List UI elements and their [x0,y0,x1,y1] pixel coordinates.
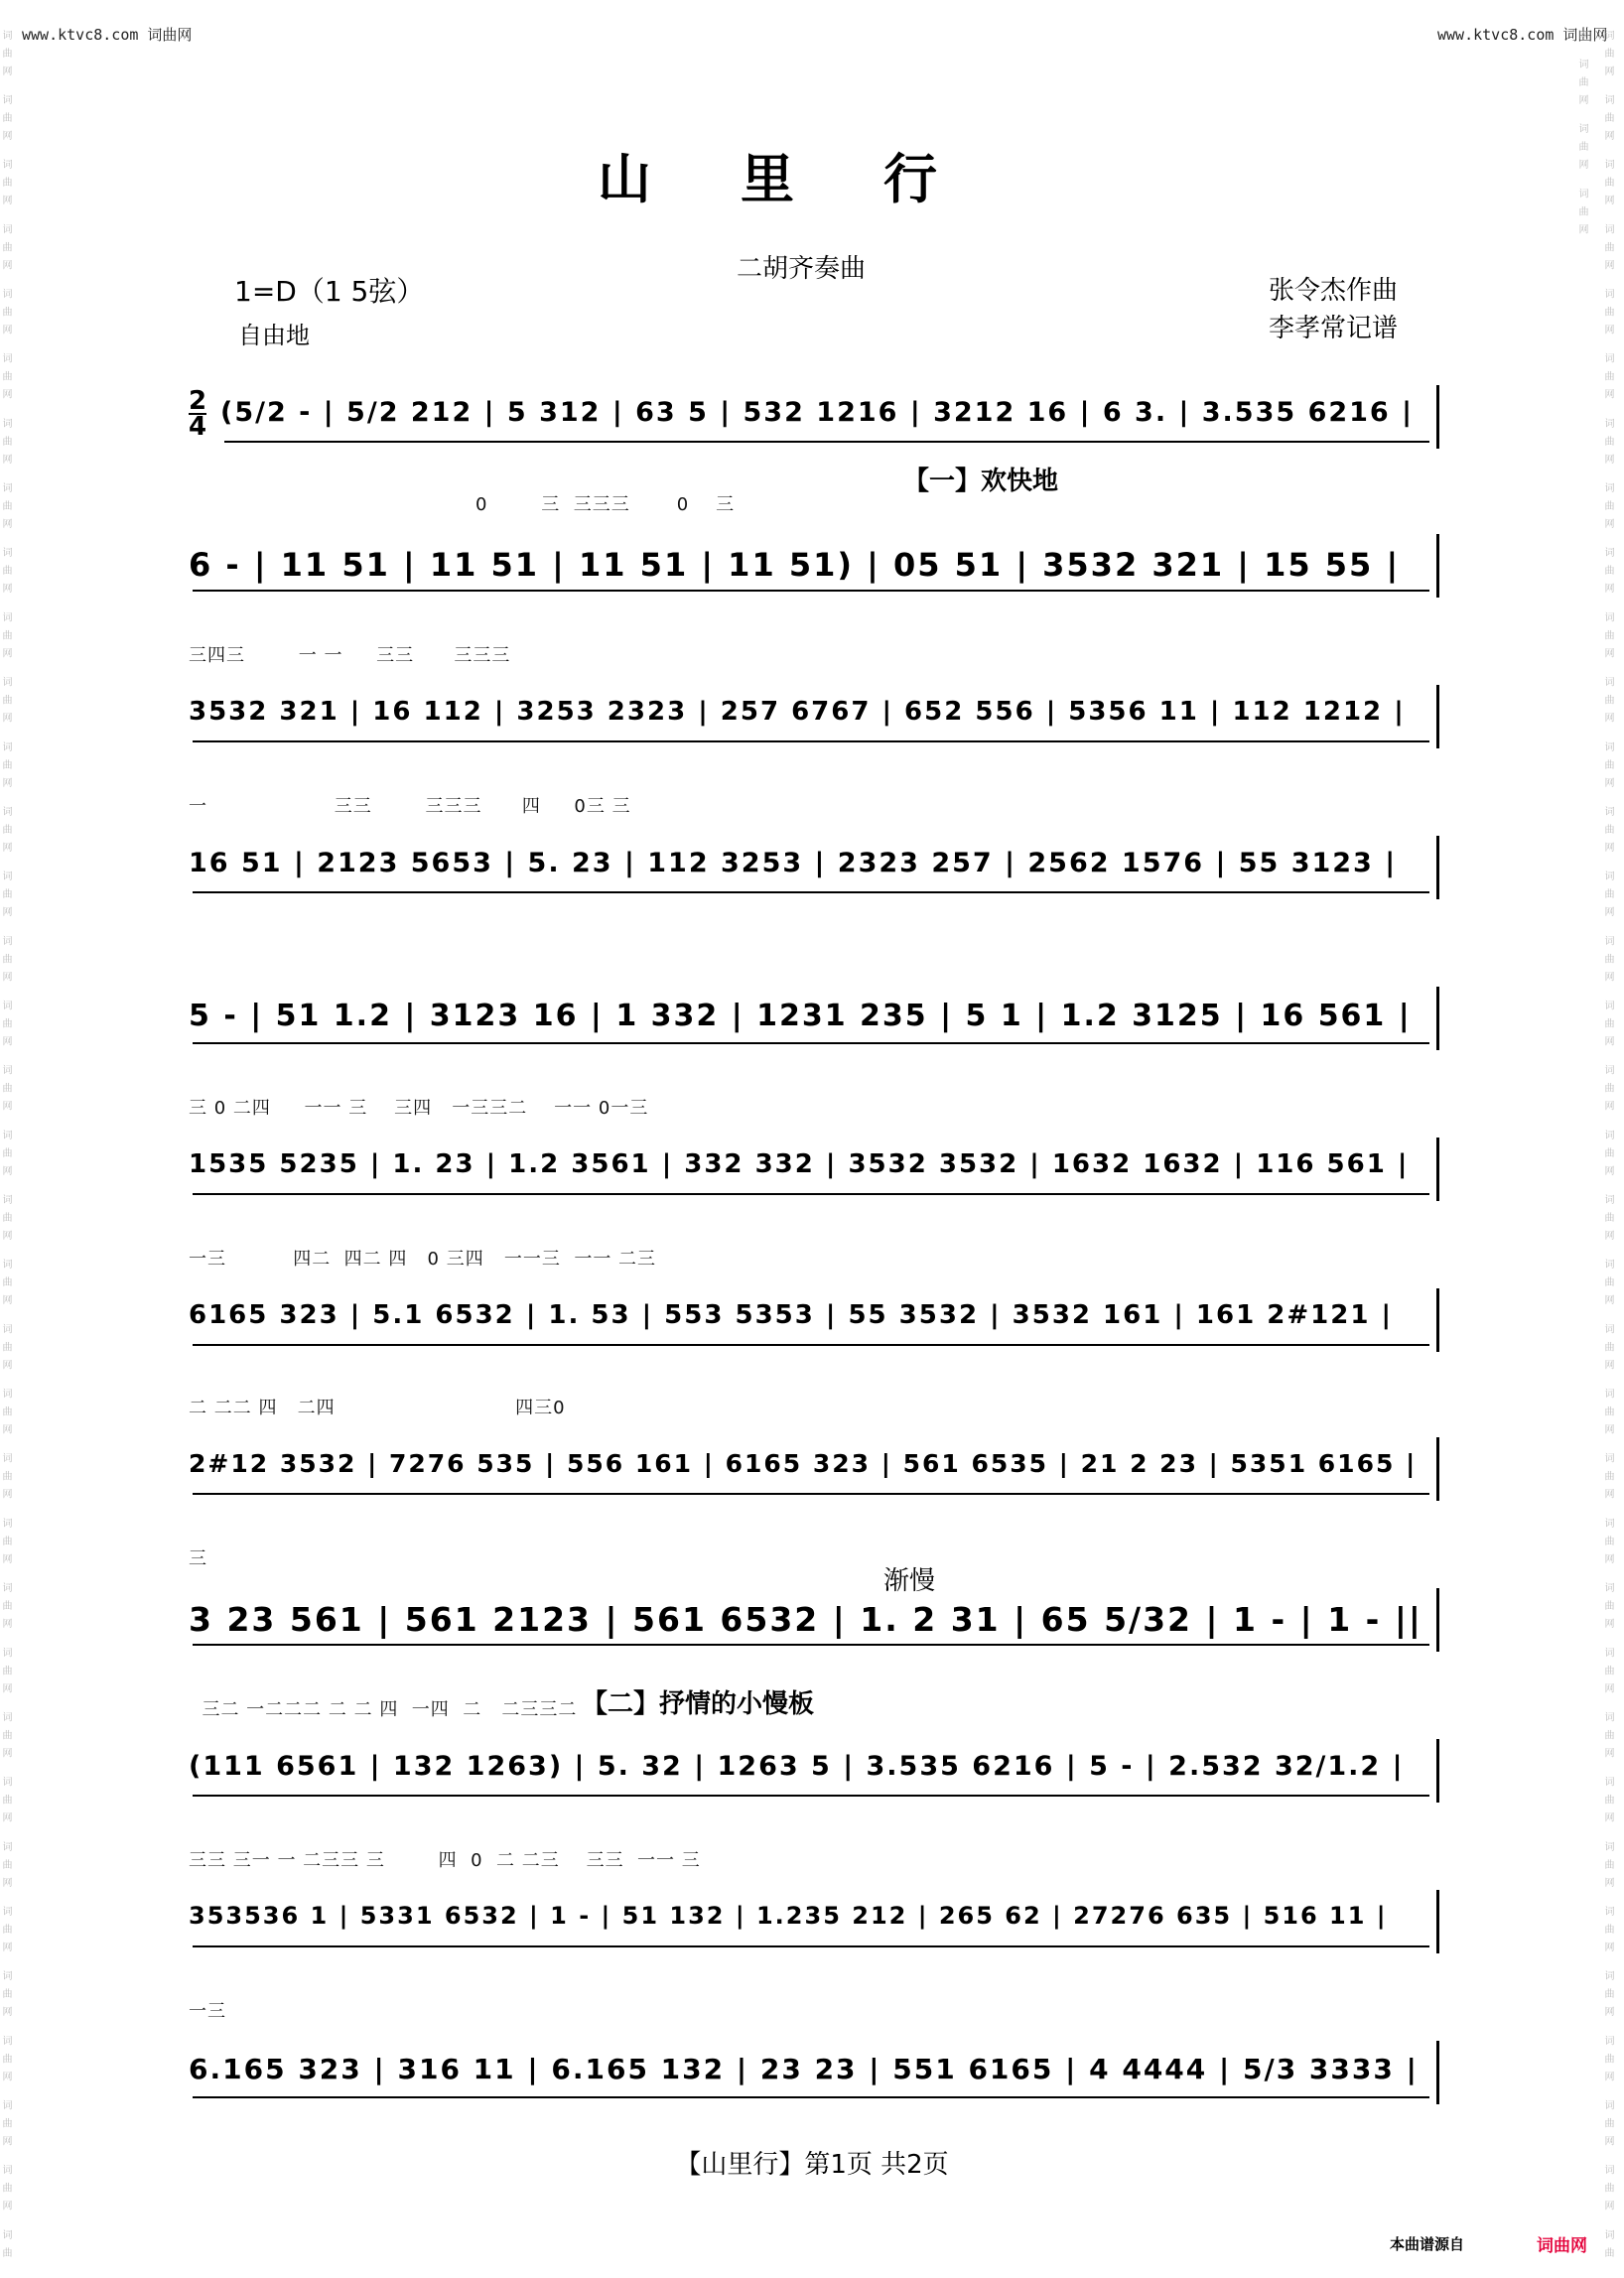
score-row [189,2001,1439,2104]
beam-line [193,1344,1429,1346]
site-watermark-left: www.ktvc8.com 词曲网 [22,26,193,44]
beam-line [193,1795,1429,1797]
site-logo: 词曲网 [1537,2236,1587,2256]
bar-line [1436,836,1439,899]
credits [1269,272,1398,347]
note-line: (111 6561 | 132 1263) | 5. 32 | 1263 5 | 3.535 6216 | 5 - | 2.532 32/1.2 | [189,1751,1405,1782]
bar-line [1436,2041,1439,2104]
bar-line [1436,1739,1439,1803]
page-footer: 【山里行】第1页 共2页 [675,2150,949,2180]
fingering-marks: 三四三 一 一 三三 三三三 [189,645,511,666]
site-watermark-right: www.ktvc8.com 词曲网 [1437,26,1608,44]
score-row [189,1850,1439,1953]
side-watermark-left: 词曲网 词曲网 词曲网 词曲网 词曲网 词曲网 词曲网 词曲网 词曲网 词曲网 词曲网 词曲网 词曲网 词曲网 词曲网 词曲网 词曲网 词曲网 词曲网 词曲网 词曲网 词曲网 词曲网 词曲网 词曲网 词曲网 词曲网 词曲网 词曲网 词曲网 词曲网 词曲网 词曲网 词曲网 词曲 [0,30,11,2266]
fingering-marks: 0 三 三三三 0 三 [189,494,736,515]
note-line: 3 23 561 | 561 2123 | 561 6532 | 1. 2 31 | 65 5/32 | 1 - | 1 - || [189,1600,1422,1639]
note-line: 5 - | 51 1.2 | 3123 16 | 1 332 | 1231 235 | 5 1 | 1.2 3125 | 16 561 | [189,999,1412,1033]
bar-line [1436,1288,1439,1352]
note-line: 353536 1 | 5331 6532 | 1 - | 51 132 | 1.235 212 | 265 62 | 27276 635 | 516 11 | [189,1902,1388,1930]
note-line: 1535 5235 | 1. 23 | 1.2 3561 | 332 332 | 3532 3532 | 1632 1632 | 116 561 | [189,1149,1410,1179]
bar-line [1436,987,1439,1050]
beam-line [193,891,1429,893]
beam-line [193,1042,1429,1044]
fingering-marks: 二 二二 四 二四 四三0 [189,1398,566,1418]
score-row [189,1098,1439,1201]
note-line: 16 51 | 2123 5653 | 5. 23 | 112 3253 | 2323 257 | 2562 1576 | 55 3123 | [189,848,1398,878]
key-signature: 1=D（1 5弦） [234,275,425,308]
time-signature [189,386,207,442]
bar-line [1436,1437,1439,1501]
note-line: 2#12 3532 | 7276 535 | 556 161 | 6165 323 | 561 6535 | 21 2 23 | 5351 6165 | [189,1449,1418,1478]
score-row [189,1398,1439,1501]
arranger: 李孝常记谱 [1269,314,1399,343]
beam-line [193,1644,1429,1646]
bar-line [1436,1138,1439,1201]
bar-line [1436,534,1439,598]
beam-line [193,1193,1429,1195]
score-row [189,1249,1439,1352]
bar-line [1436,1890,1439,1953]
score-row [189,987,1439,1050]
beam-line [193,1493,1429,1495]
beam-line [193,740,1429,742]
bar-line [1436,1588,1439,1652]
note-line: (5/2 - | 5/2 212 | 5 312 | 63 5 | 532 1216 | 3212 16 | 6 3. | 3.535 6216 | [220,397,1414,428]
meter-top: 2 [189,386,207,416]
note-line: 6.165 323 | 316 11 | 6.165 132 | 23 23 | 551 6165 | 4 4444 | 5/3 3333 | [189,2053,1419,2085]
meter-bottom: 4 [189,412,207,442]
beam-line [193,2096,1429,2098]
fingering-marks: 三三 三一 一 二三三 三 四 0 二 二三 三三 一一 三 [189,1850,701,1871]
fingering-marks: 三 0 二四 一一 三 三四 一三三二 一一 0一三 [189,1098,649,1119]
beam-line [193,1945,1429,1947]
fingering-marks: 一三 [189,2001,226,2022]
fingering-marks: 三 [189,1548,207,1569]
source-label: 本曲谱源自 [1390,2235,1465,2253]
beam-line [224,441,1429,443]
bar-line [1436,685,1439,748]
score-row [220,385,1439,449]
section-label-1: 【一】欢快地 [903,467,1059,496]
fingering-marks: 三二 一二二二 二 二 四 一四 二 二三三二 [189,1699,578,1720]
side-watermark-right: 词曲网 词曲网 词曲网 词曲网 词曲网 词曲网 词曲网 词曲网 词曲网 词曲网 词曲网 词曲网 词曲网 词曲网 词曲网 词曲网 词曲网 词曲网 词曲网 词曲网 词曲网 词曲网 词曲网 词曲网 词曲网 词曲网 词曲网 词曲网 词曲网 词曲网 词曲网 词曲网 词曲网 词曲网 词曲网 词曲网 词曲网 词曲网 [1576,30,1613,2266]
subtitle: 二胡齐奏曲 [737,254,867,284]
beam-line [193,590,1429,592]
score-row [189,645,1439,748]
fingering-marks: 一三 四二 四二 四 0 三四 一一三 一一 二三 [189,1249,657,1270]
composer: 张令杰作曲 [1269,276,1399,306]
note-line: 6 - | 11 51 | 11 51 | 11 51 | 11 51) | 05 51 | 3532 321 | 15 55 | [189,546,1401,584]
score-row [189,494,1439,598]
fingering-marks: 一 三三 三三三 四 0三 三 [189,796,631,817]
note-line: 6165 323 | 5.1 6532 | 1. 53 | 553 5353 | 55 3532 | 3532 161 | 161 2#121 | [189,1300,1393,1330]
note-line: 3532 321 | 16 112 | 3253 2323 | 257 6767 | 652 556 | 5356 11 | 112 1212 | [189,697,1406,727]
bar-line [1436,385,1439,449]
score-row [189,796,1439,899]
section-label-2: 【二】抒情的小慢板 [582,1689,815,1719]
tempo-change: 渐慢 [883,1566,936,1596]
page-title: 山里行 [598,147,1026,210]
intro-tempo: 自由地 [238,322,310,349]
